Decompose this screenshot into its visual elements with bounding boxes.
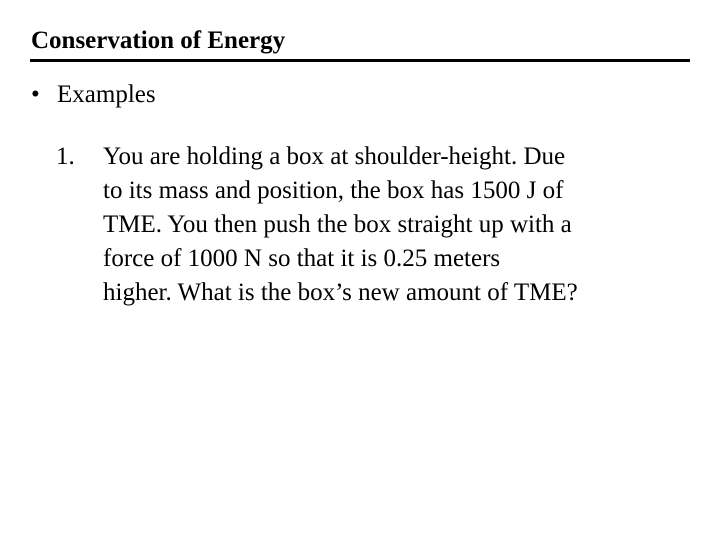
example-number: 1. <box>56 143 75 170</box>
example-line: to its mass and position, the box has 1500 J of <box>103 177 564 204</box>
example-text <box>103 140 663 310</box>
example-item-1 <box>56 140 696 310</box>
example-line: higher. What is the box’s new amount of TME? <box>103 279 578 306</box>
example-line: You are holding a box at shoulder-height. Due <box>103 143 566 170</box>
title-underline <box>30 59 690 62</box>
bullet-icon: • <box>31 81 40 108</box>
example-line: TME. You then push the box straight up with a <box>103 211 572 238</box>
bullet-item-examples <box>31 80 156 110</box>
example-line: force of 1000 N so that it is 0.25 meters <box>103 245 501 272</box>
bullet-label: Examples <box>57 81 156 108</box>
slide-title: Conservation of Energy <box>31 27 286 54</box>
